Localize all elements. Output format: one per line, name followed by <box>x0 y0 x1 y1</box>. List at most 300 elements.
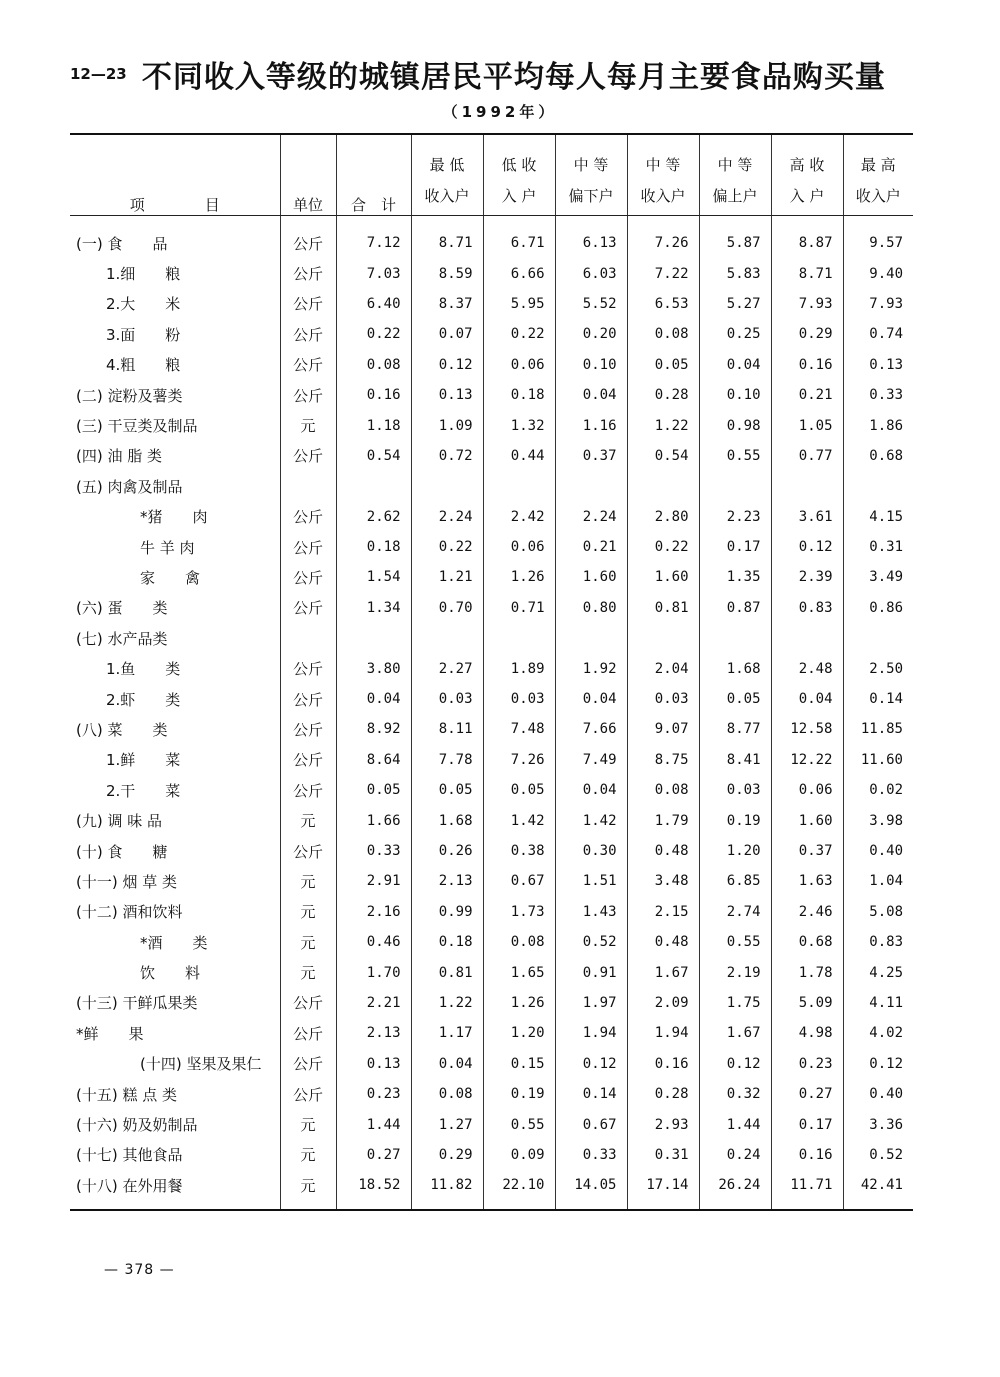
row-unit: 公斤 <box>280 502 336 532</box>
row-group-value: 0.55 <box>699 441 771 471</box>
row-item-label: (十五) 糕 点 类 <box>76 1085 178 1104</box>
row-group-value: 1.68 <box>411 805 483 835</box>
row-unit: 公斤 <box>280 836 336 866</box>
table-row <box>70 957 913 987</box>
table-body <box>70 216 913 1210</box>
row-item-label: *酒 类 <box>140 933 208 952</box>
table-row <box>70 350 913 380</box>
table-row <box>70 988 913 1018</box>
row-group-value: 8.71 <box>771 258 843 288</box>
row-item-label: 1.鲜 菜 <box>106 751 181 770</box>
row-group-value: 2.13 <box>411 866 483 896</box>
row-group-value: 0.72 <box>411 441 483 471</box>
row-group-value: 1.60 <box>555 562 627 592</box>
row-unit: 公斤 <box>280 380 336 410</box>
row-group-value: 7.26 <box>483 745 555 775</box>
row-item-label: (十二) 酒和饮料 <box>76 903 183 922</box>
row-group-value: 0.44 <box>483 441 555 471</box>
row-total-value: 0.54 <box>336 441 411 471</box>
row-group-value: 0.77 <box>771 441 843 471</box>
row-group-value: 0.08 <box>627 319 699 349</box>
row-group-value: 0.13 <box>843 350 913 380</box>
table-row <box>70 836 913 866</box>
row-unit <box>280 623 336 653</box>
row-group-value: 2.46 <box>771 897 843 927</box>
row-group-value: 1.22 <box>411 988 483 1018</box>
row-group-value: 1.42 <box>483 805 555 835</box>
row-group-value: 1.79 <box>627 805 699 835</box>
row-unit: 元 <box>280 410 336 440</box>
row-group-value: 0.12 <box>411 350 483 380</box>
row-group-value: 0.55 <box>483 1109 555 1139</box>
row-item-label: *猪 肉 <box>140 508 208 527</box>
table-row <box>70 593 913 623</box>
header-group-bottom: 偏上户 <box>699 175 771 216</box>
row-item-label: (十四) 坚果及果仁 <box>140 1055 262 1074</box>
row-group-value: 0.52 <box>555 927 627 957</box>
row-unit: 元 <box>280 1109 336 1139</box>
row-group-value: 1.63 <box>771 866 843 896</box>
table-row <box>70 866 913 896</box>
row-group-value: 6.85 <box>699 866 771 896</box>
row-group-value: 26.24 <box>699 1170 771 1209</box>
food-purchase-table <box>70 133 913 1211</box>
row-item-label: (十一) 烟 草 类 <box>76 872 178 891</box>
row-group-value: 0.40 <box>843 1079 913 1109</box>
table-row <box>70 1140 913 1170</box>
row-group-value <box>699 623 771 653</box>
row-item-label: (二) 淀粉及薯类 <box>76 386 183 405</box>
row-group-value: 0.31 <box>627 1140 699 1170</box>
row-group-value: 0.81 <box>627 593 699 623</box>
row-unit: 公斤 <box>280 775 336 805</box>
row-group-value: 1.65 <box>483 957 555 987</box>
row-total-value: 0.46 <box>336 927 411 957</box>
row-group-value: 0.12 <box>771 532 843 562</box>
row-total-value: 1.66 <box>336 805 411 835</box>
row-group-value <box>771 471 843 501</box>
row-group-value: 0.05 <box>411 775 483 805</box>
row-unit: 元 <box>280 1170 336 1209</box>
row-group-value: 6.53 <box>627 289 699 319</box>
row-group-value: 5.08 <box>843 897 913 927</box>
row-group-value: 0.54 <box>627 441 699 471</box>
table-row <box>70 410 913 440</box>
row-group-value: 4.98 <box>771 1018 843 1048</box>
row-group-value: 0.18 <box>411 927 483 957</box>
row-unit: 公斤 <box>280 593 336 623</box>
row-group-value: 4.11 <box>843 988 913 1018</box>
table-title <box>70 52 950 96</box>
row-group-value: 0.19 <box>699 805 771 835</box>
row-unit: 元 <box>280 927 336 957</box>
row-group-value <box>627 623 699 653</box>
row-group-value: 1.68 <box>699 653 771 683</box>
row-group-value: 0.33 <box>843 380 913 410</box>
row-group-value: 1.67 <box>627 957 699 987</box>
row-group-value: 2.23 <box>699 502 771 532</box>
row-total-value: 0.27 <box>336 1140 411 1170</box>
row-unit: 元 <box>280 897 336 927</box>
row-item-label: 2.干 菜 <box>106 781 181 800</box>
row-group-value: 0.05 <box>699 684 771 714</box>
table-row <box>70 897 913 927</box>
header-item: 项 目 <box>70 134 280 216</box>
row-item-label: (六) 蛋 类 <box>76 599 168 618</box>
row-group-value: 11.71 <box>771 1170 843 1209</box>
row-group-value: 0.20 <box>555 319 627 349</box>
row-group-value: 0.28 <box>627 380 699 410</box>
row-group-value: 2.74 <box>699 897 771 927</box>
row-group-value: 1.86 <box>843 410 913 440</box>
header-total: 合 计 <box>336 134 411 216</box>
row-group-value: 2.15 <box>627 897 699 927</box>
row-group-value: 0.04 <box>699 350 771 380</box>
row-total-value: 2.13 <box>336 1018 411 1048</box>
row-group-value: 0.10 <box>555 350 627 380</box>
row-group-value: 0.07 <box>411 319 483 349</box>
row-total-value: 0.04 <box>336 684 411 714</box>
table-row <box>70 775 913 805</box>
row-group-value <box>483 623 555 653</box>
row-group-value: 0.08 <box>411 1079 483 1109</box>
row-group-value: 5.27 <box>699 289 771 319</box>
row-unit: 公斤 <box>280 745 336 775</box>
row-unit: 公斤 <box>280 258 336 288</box>
row-item-label: (十七) 其他食品 <box>76 1146 183 1165</box>
header-group-top: 中 等 <box>555 134 627 175</box>
row-total-value: 1.54 <box>336 562 411 592</box>
row-group-value: 1.32 <box>483 410 555 440</box>
row-group-value: 1.35 <box>699 562 771 592</box>
row-group-value: 0.12 <box>555 1049 627 1079</box>
row-total-value: 2.91 <box>336 866 411 896</box>
row-group-value: 0.68 <box>771 927 843 957</box>
row-total-value <box>336 623 411 653</box>
row-group-value: 0.12 <box>699 1049 771 1079</box>
row-item-label: 牛 羊 肉 <box>140 538 195 557</box>
row-group-value: 0.05 <box>627 350 699 380</box>
row-group-value: 1.26 <box>483 562 555 592</box>
row-group-value: 2.19 <box>699 957 771 987</box>
row-item-label: 2.虾 类 <box>106 690 181 709</box>
row-group-value: 5.09 <box>771 988 843 1018</box>
row-group-value: 0.17 <box>699 532 771 562</box>
row-group-value: 0.18 <box>483 380 555 410</box>
row-group-value: 7.48 <box>483 714 555 744</box>
row-group-value: 0.48 <box>627 927 699 957</box>
table-row <box>70 471 913 501</box>
row-group-value: 5.83 <box>699 258 771 288</box>
row-group-value: 0.37 <box>555 441 627 471</box>
row-item-label: (四) 油 脂 类 <box>76 447 163 466</box>
row-group-value <box>411 471 483 501</box>
row-group-value: 22.10 <box>483 1170 555 1209</box>
row-group-value: 0.38 <box>483 836 555 866</box>
row-group-value: 0.68 <box>843 441 913 471</box>
row-group-value: 5.52 <box>555 289 627 319</box>
row-group-value: 0.17 <box>771 1109 843 1139</box>
row-group-value: 0.08 <box>627 775 699 805</box>
table-row <box>70 532 913 562</box>
header-group-top: 高 收 <box>771 134 843 175</box>
row-group-value: 1.92 <box>555 653 627 683</box>
row-group-value: 0.04 <box>555 380 627 410</box>
row-group-value: 0.06 <box>483 532 555 562</box>
table-row <box>70 502 913 532</box>
row-group-value: 0.31 <box>843 532 913 562</box>
row-group-value: 2.09 <box>627 988 699 1018</box>
row-group-value: 0.74 <box>843 319 913 349</box>
row-group-value: 0.86 <box>843 593 913 623</box>
table-title-text: 不同收入等级的城镇居民平均每人每月主要食品购买量 <box>141 60 886 95</box>
row-unit: 公斤 <box>280 1049 336 1079</box>
header-unit: 单位 <box>280 134 336 216</box>
row-item-label: (九) 调 味 品 <box>76 812 163 831</box>
row-group-value: 8.71 <box>411 216 483 259</box>
row-group-value: 6.03 <box>555 258 627 288</box>
row-total-value: 1.34 <box>336 593 411 623</box>
row-group-value: 5.95 <box>483 289 555 319</box>
row-group-value: 0.09 <box>483 1140 555 1170</box>
row-group-value: 9.57 <box>843 216 913 259</box>
row-group-value: 0.25 <box>699 319 771 349</box>
row-group-value: 0.04 <box>411 1049 483 1079</box>
table-row <box>70 1109 913 1139</box>
table-row <box>70 1049 913 1079</box>
row-group-value: 0.29 <box>771 319 843 349</box>
row-item-label: (一) 食 品 <box>76 234 168 253</box>
row-group-value: 3.49 <box>843 562 913 592</box>
row-group-value: 2.24 <box>411 502 483 532</box>
row-group-value: 0.70 <box>411 593 483 623</box>
row-unit <box>280 471 336 501</box>
row-group-value: 0.83 <box>843 927 913 957</box>
row-group-value: 0.08 <box>483 927 555 957</box>
table-header <box>70 134 913 216</box>
row-total-value: 0.22 <box>336 319 411 349</box>
row-group-value: 6.71 <box>483 216 555 259</box>
row-group-value: 9.40 <box>843 258 913 288</box>
row-item-label: 2.大 米 <box>106 295 181 314</box>
row-group-value: 0.81 <box>411 957 483 987</box>
header-group-bottom: 收入户 <box>627 175 699 216</box>
row-item-label: 家 禽 <box>140 568 201 587</box>
row-total-value: 8.92 <box>336 714 411 744</box>
row-group-value: 0.22 <box>483 319 555 349</box>
row-group-value: 0.21 <box>771 380 843 410</box>
row-group-value: 11.82 <box>411 1170 483 1209</box>
row-unit: 公斤 <box>280 532 336 562</box>
row-group-value: 0.30 <box>555 836 627 866</box>
row-group-value: 1.60 <box>627 562 699 592</box>
row-group-value: 3.98 <box>843 805 913 835</box>
row-group-value: 6.66 <box>483 258 555 288</box>
row-group-value: 0.40 <box>843 836 913 866</box>
table-row <box>70 1079 913 1109</box>
row-group-value: 0.22 <box>411 532 483 562</box>
table-row <box>70 745 913 775</box>
row-group-value: 4.25 <box>843 957 913 987</box>
row-unit: 公斤 <box>280 988 336 1018</box>
row-item-label: *鲜 果 <box>76 1024 144 1043</box>
header-group-bottom: 收入户 <box>411 175 483 216</box>
row-group-value: 0.13 <box>411 380 483 410</box>
row-unit: 公斤 <box>280 1079 336 1109</box>
row-group-value: 0.12 <box>843 1049 913 1079</box>
row-total-value: 1.18 <box>336 410 411 440</box>
row-item-label: (五) 肉禽及制品 <box>76 477 183 496</box>
table-row <box>70 562 913 592</box>
row-item-label: (三) 干豆类及制品 <box>76 417 198 436</box>
row-group-value: 0.98 <box>699 410 771 440</box>
row-group-value: 8.59 <box>411 258 483 288</box>
row-group-value: 11.60 <box>843 745 913 775</box>
row-group-value: 12.22 <box>771 745 843 775</box>
row-unit: 公斤 <box>280 562 336 592</box>
header-group-top: 低 收 <box>483 134 555 175</box>
row-total-value: 0.05 <box>336 775 411 805</box>
header-group-bottom: 收入户 <box>843 175 913 216</box>
row-group-value: 0.06 <box>483 350 555 380</box>
table-row <box>70 805 913 835</box>
row-item-label: 饮 料 <box>140 964 201 983</box>
row-group-value <box>555 623 627 653</box>
table-row <box>70 319 913 349</box>
header-group-top: 最 低 <box>411 134 483 175</box>
row-unit: 公斤 <box>280 350 336 380</box>
table-row <box>70 1018 913 1048</box>
row-group-value: 7.26 <box>627 216 699 259</box>
row-group-value: 0.21 <box>555 532 627 562</box>
row-group-value: 0.03 <box>483 684 555 714</box>
row-total-value: 0.16 <box>336 380 411 410</box>
table-row <box>70 380 913 410</box>
row-unit: 公斤 <box>280 1018 336 1048</box>
row-group-value: 3.61 <box>771 502 843 532</box>
row-total-value: 2.21 <box>336 988 411 1018</box>
row-group-value <box>627 471 699 501</box>
row-group-value: 1.51 <box>555 866 627 896</box>
row-group-value: 2.39 <box>771 562 843 592</box>
row-group-value: 1.04 <box>843 866 913 896</box>
row-group-value: 0.16 <box>771 1140 843 1170</box>
row-group-value: 0.32 <box>699 1079 771 1109</box>
header-group-bottom: 入 户 <box>771 175 843 216</box>
row-item-label: (十) 食 糖 <box>76 842 168 861</box>
row-group-value: 3.48 <box>627 866 699 896</box>
row-unit: 元 <box>280 866 336 896</box>
row-group-value: 1.43 <box>555 897 627 927</box>
table-row <box>70 623 913 653</box>
row-group-value: 8.75 <box>627 745 699 775</box>
row-group-value: 2.04 <box>627 653 699 683</box>
row-group-value <box>699 471 771 501</box>
row-group-value: 1.22 <box>627 410 699 440</box>
row-group-value: 0.67 <box>555 1109 627 1139</box>
row-unit: 元 <box>280 957 336 987</box>
row-group-value: 7.93 <box>771 289 843 319</box>
row-unit: 元 <box>280 805 336 835</box>
row-unit: 公斤 <box>280 216 336 259</box>
row-item-label: (七) 水产品类 <box>76 629 168 648</box>
row-group-value <box>843 471 913 501</box>
row-group-value: 0.87 <box>699 593 771 623</box>
row-total-value: 2.62 <box>336 502 411 532</box>
row-group-value: 0.37 <box>771 836 843 866</box>
header-group-bottom: 偏下户 <box>555 175 627 216</box>
row-group-value: 8.41 <box>699 745 771 775</box>
row-group-value: 2.80 <box>627 502 699 532</box>
row-item-label: 3.面 粉 <box>106 325 181 344</box>
row-group-value: 1.89 <box>483 653 555 683</box>
row-total-value: 0.18 <box>336 532 411 562</box>
row-group-value: 0.29 <box>411 1140 483 1170</box>
row-group-value: 0.16 <box>627 1049 699 1079</box>
table-row <box>70 684 913 714</box>
row-group-value: 0.14 <box>555 1079 627 1109</box>
row-group-value: 1.16 <box>555 410 627 440</box>
row-group-value: 0.04 <box>771 684 843 714</box>
row-group-value: 0.19 <box>483 1079 555 1109</box>
row-group-value: 0.15 <box>483 1049 555 1079</box>
row-group-value: 7.93 <box>843 289 913 319</box>
row-unit: 元 <box>280 1140 336 1170</box>
row-total-value: 0.13 <box>336 1049 411 1079</box>
table-row <box>70 653 913 683</box>
row-group-value: 1.17 <box>411 1018 483 1048</box>
row-item-label: (十三) 干鲜瓜果类 <box>76 994 198 1013</box>
row-group-value: 1.60 <box>771 805 843 835</box>
row-group-value: 9.07 <box>627 714 699 744</box>
header-group-top: 中 等 <box>627 134 699 175</box>
row-group-value: 7.66 <box>555 714 627 744</box>
table-row <box>70 289 913 319</box>
row-group-value: 0.03 <box>627 684 699 714</box>
row-item-label: 4.粗 粮 <box>106 356 181 375</box>
row-group-value: 0.23 <box>771 1049 843 1079</box>
row-group-value: 0.02 <box>843 775 913 805</box>
row-group-value: 0.80 <box>555 593 627 623</box>
row-group-value: 17.14 <box>627 1170 699 1209</box>
row-group-value: 0.05 <box>483 775 555 805</box>
row-total-value: 7.03 <box>336 258 411 288</box>
row-group-value: 5.87 <box>699 216 771 259</box>
row-group-value: 0.52 <box>843 1140 913 1170</box>
row-group-value: 1.94 <box>627 1018 699 1048</box>
row-total-value: 8.64 <box>336 745 411 775</box>
row-group-value: 7.22 <box>627 258 699 288</box>
row-group-value: 1.94 <box>555 1018 627 1048</box>
table-row <box>70 216 913 259</box>
table-number: 12—23 <box>70 65 127 83</box>
row-unit: 公斤 <box>280 714 336 744</box>
row-item-label: 1.鱼 类 <box>106 660 181 679</box>
row-group-value: 8.37 <box>411 289 483 319</box>
row-item-label: (十六) 奶及奶制品 <box>76 1116 198 1135</box>
row-group-value: 1.42 <box>555 805 627 835</box>
row-group-value: 1.05 <box>771 410 843 440</box>
row-item-label: (八) 菜 类 <box>76 720 168 739</box>
table-row <box>70 258 913 288</box>
row-group-value: 0.04 <box>555 684 627 714</box>
row-group-value: 7.49 <box>555 745 627 775</box>
row-total-value: 1.70 <box>336 957 411 987</box>
row-item-label: (十八) 在外用餐 <box>70 1170 280 1209</box>
row-group-value: 0.91 <box>555 957 627 987</box>
row-group-value: 8.87 <box>771 216 843 259</box>
table-row <box>70 441 913 471</box>
